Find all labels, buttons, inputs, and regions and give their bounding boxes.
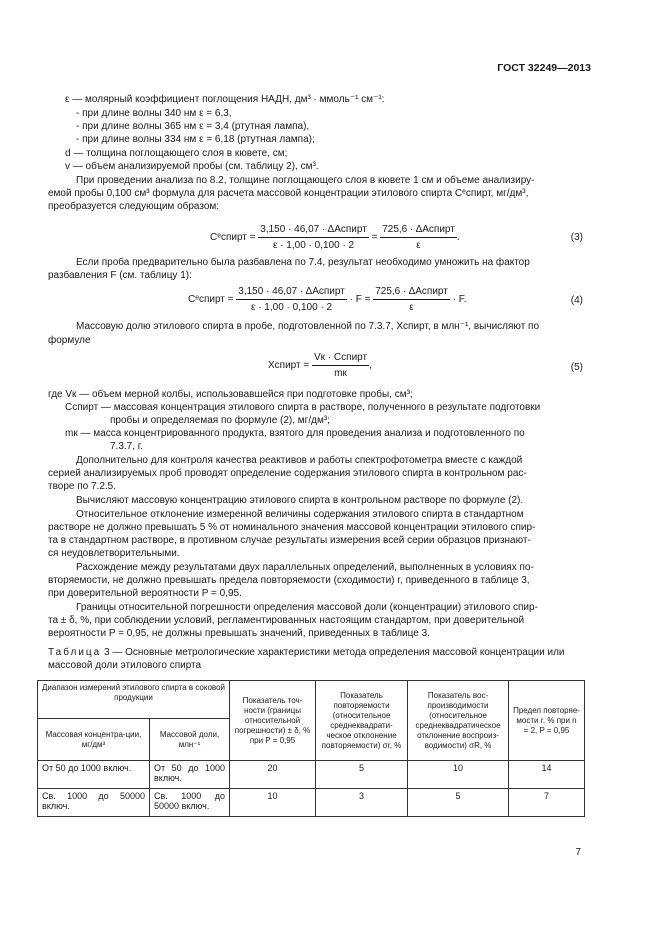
paragraph-line: Дополнительно для контроля качества реактивов и работы спектрофотометра вместе с каждой — [76, 455, 523, 466]
paragraph-line: разбавления F (см. таблицу 1): — [48, 270, 192, 281]
header-accuracy: Показатель точ-ности (границы относительной погрешности) ± δ, % при P = 0,95 — [230, 681, 316, 761]
header-repeatability: Показатель повторяемости (относительное среднеквадрати-ческое отклонение повторяемости) σr, % — [316, 681, 408, 761]
paragraph-line: серией анализируемых проб проводят определение содержания этилового спирта в контрольном рас- — [48, 468, 527, 479]
cell-fraction: Св. 1000 до 50000 включ. — [150, 789, 230, 817]
paragraph-line: формуле — [48, 335, 91, 346]
metrology-table — [37, 680, 585, 817]
equals-sign: = — [371, 232, 378, 244]
where-cspirt: Cспирт — массовая концентрация этилового спирта в растворе, полученного в результате подготовки — [65, 402, 541, 413]
paragraph-line: вероятности P = 0,95, не должны превышать значений, приведенных в таблице 3. — [48, 628, 430, 639]
cell-fraction: От 50 до 1000 включ. — [150, 761, 230, 789]
paragraph-line: та ± δ, %, при соблюдении условий, регламентированных настоящим стандартом, при доверительной — [48, 615, 525, 626]
equation-number: (4) — [570, 295, 583, 306]
where-cspirt-cont: пробы и определяемая по формуле (2), мг/дм³; — [110, 415, 330, 426]
formula-4 — [188, 285, 467, 314]
paragraph-line: Вычисляют массовую концентрацию этилового спирта в контрольном растворе по формуле (2). — [76, 495, 524, 506]
numerator: 725,6 · ΔAспирт — [373, 285, 450, 300]
cell-accuracy: 20 — [230, 761, 316, 789]
equation-number: (5) — [570, 362, 583, 373]
formula-lhs: Cᵉспирт = — [210, 232, 256, 244]
table-row — [38, 761, 585, 789]
where-mk: mк — масса концентрированного продукта, взятого для проведения анализа и подготовленного по — [65, 428, 525, 439]
header-limit: Предел повторяе-мости r, % при n = 2, P = 0,95 — [509, 681, 585, 761]
definition-wavelength-340: - при длине волны 340 нм ε = 6,3, — [76, 108, 232, 119]
definition-wavelength-365: - при длине волны 365 нм ε = 3,4 (ртутная лампа), — [76, 121, 310, 132]
paragraph-line: ся неудовлетворительными. — [48, 548, 180, 559]
table-caption-text: 3 — Основные метрологические характеристики метода определения массовой концентрации или — [104, 647, 565, 658]
paragraph-line: При проведении анализа по 8.2, толщине поглощающего слоя в кювете 1 см и объеме анализиру- — [76, 175, 535, 186]
cell-reproducibility: 5 — [408, 789, 509, 817]
paragraph-line: Границы относительной погрешности определения массовой доли (концентрации) этилового спир- — [76, 602, 538, 613]
paragraph-line: та в стандартном растворе, в противном случае результаты измерения всей серии образцов признают- — [48, 535, 531, 546]
table-caption-word: Таблица — [48, 647, 102, 658]
definition-epsilon: ε — молярный коэффициент поглощения НАДН, дм³ · ммоль⁻¹ см⁻¹: — [65, 94, 385, 105]
denominator: ε · 1,00 · 0,100 · 2 — [272, 240, 355, 251]
fraction — [236, 285, 347, 314]
header-range-group: Диапазон измерений этилового спирта в соковой продукции — [38, 681, 230, 719]
definition-d: d — толщина поглощающего слоя в кювете, см; — [65, 148, 288, 159]
formula-tail: · F. — [452, 294, 467, 306]
table-caption-cont: массовой доли этилового спирта — [48, 660, 202, 671]
denominator: ε · 1,00 · 0,100 · 2 — [250, 302, 333, 313]
numerator: Vк · Cспирт — [312, 351, 369, 366]
numerator: 3,150 · 46,07 · ΔAспирт — [236, 285, 347, 300]
header-reproducibility: Показатель вос-производимости (относительное среднеквадратическое отклонение воспроиз-водимости) σR, % — [408, 681, 509, 761]
document-number: ГОСТ 32249—2013 — [497, 62, 591, 74]
paragraph-line: преобразуется следующим образом: — [48, 201, 220, 212]
paragraph-line: вторяемости, не должно превышать предела повторяемости (сходимости) r, приведенного в таблице 3, — [48, 575, 530, 586]
fraction — [380, 223, 457, 252]
formula-lhs: Cᵉспирт = — [188, 294, 234, 306]
cell-accuracy: 10 — [230, 789, 316, 817]
formula-tail: . — [456, 232, 460, 244]
definition-v: v — объем анализируемой пробы (см. таблицу 2), см³. — [65, 161, 319, 172]
where-vk: где Vк — объем мерной колбы, использовавшейся при подготовке пробы, см³; — [48, 389, 413, 400]
formula-5 — [268, 351, 372, 380]
header-mass-concentration: Массовая концентра-ции, мг/дм³ — [38, 719, 150, 761]
where-mk-cont: 7.3.7, г. — [110, 441, 144, 452]
paragraph-line: творе по 7.2.5. — [48, 481, 117, 492]
paragraph-line: Массовую долю этилового спирта в пробе, подготовленной по 7.3.7, Xспирт, в млн⁻¹, вычисляют по — [76, 321, 540, 332]
numerator: 725,6 · ΔAспирт — [380, 223, 457, 238]
formula-3 — [210, 223, 460, 252]
paragraph-line: растворе не должно превышать 5 % от номинального значения массовой концентрации этилового спир- — [48, 522, 536, 533]
fraction — [373, 285, 450, 314]
cell-limit: 7 — [509, 789, 585, 817]
denominator: ε — [416, 240, 421, 251]
paragraph-line: при доверительной вероятности P = 0,95. — [48, 588, 242, 599]
cell-reproducibility: 10 — [408, 761, 509, 789]
formula-tail: , — [369, 360, 372, 372]
cell-concentration: От 50 до 1000 включ. — [38, 761, 150, 789]
cell-repeatability: 3 — [316, 789, 408, 817]
definition-wavelength-334: - при длине волны 334 нм ε = 6,18 (ртутная лампа); — [76, 134, 315, 145]
paragraph-line: Относительное отклонение измеренной величины содержания этилового спирта в стандартном — [76, 509, 524, 520]
denominator: mк — [334, 368, 347, 379]
denominator: ε — [409, 302, 414, 313]
table-caption — [48, 646, 565, 659]
equation-number: (3) — [570, 232, 583, 243]
cell-limit: 14 — [509, 761, 585, 789]
numerator: 3,150 · 46,07 · ΔAспирт — [258, 223, 369, 238]
table-row — [38, 789, 585, 817]
paragraph-line: Если проба предварительно была разбавлена по 7.4, результат необходимо умножить на фактор — [76, 257, 530, 268]
paragraph-line: Расхождение между результатами двух параллельных определений, выполненных в условиях по- — [76, 562, 534, 573]
cell-concentration: Св. 1000 до 50000 включ. — [38, 789, 150, 817]
fraction — [258, 223, 369, 252]
page-number: 7 — [575, 847, 581, 858]
fraction — [312, 351, 369, 380]
paragraph-line: емой пробы 0,100 см³ формула для расчета массовой концентрации этилового спирта Cᵉспирт, мг/дм³, — [48, 188, 529, 199]
formula-middle: · F = — [349, 294, 371, 306]
header-mass-fraction: Массовой доли, млн⁻¹ — [150, 719, 230, 761]
cell-repeatability: 5 — [316, 761, 408, 789]
formula-lhs: Xспирт = — [268, 360, 310, 372]
